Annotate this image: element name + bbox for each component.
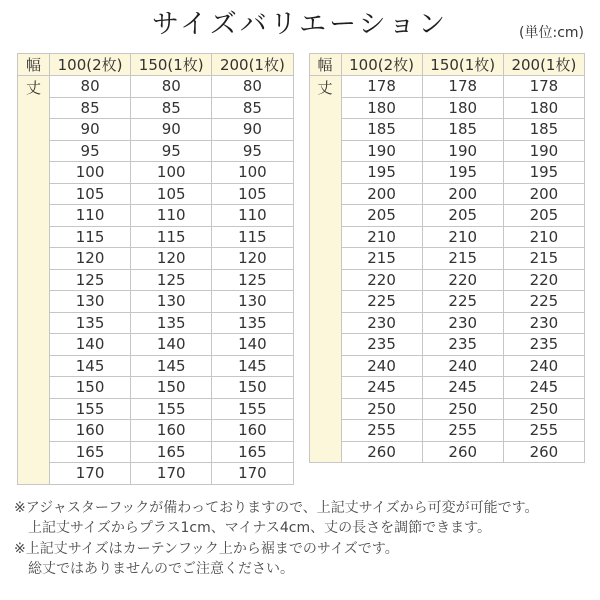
length-cell: 110 (50, 205, 131, 227)
table-row (18, 205, 294, 227)
length-cell: 165 (50, 441, 131, 463)
table-row (309, 334, 585, 356)
unit-label: (単位:cm) (519, 25, 584, 41)
length-cell: 170 (212, 463, 293, 485)
length-cell: 255 (503, 420, 584, 442)
length-cell: 95 (212, 140, 293, 162)
table-row (18, 140, 294, 162)
note-line: 総丈ではありませんのでご注意ください。 (28, 561, 294, 577)
table-row (309, 312, 585, 334)
length-cell: 105 (131, 183, 212, 205)
length-cell: 100 (131, 162, 212, 184)
column-header: 200(1枚) (212, 54, 293, 76)
table-row (309, 269, 585, 291)
notes (0, 498, 600, 580)
width-header: 幅 (18, 54, 50, 76)
length-cell: 200 (503, 183, 584, 205)
length-cell: 205 (341, 205, 422, 227)
length-cell: 195 (341, 162, 422, 184)
length-cell: 205 (503, 205, 584, 227)
length-cell: 115 (212, 226, 293, 248)
length-cell: 110 (212, 205, 293, 227)
table-row (309, 119, 585, 141)
length-cell: 230 (341, 312, 422, 334)
table-row (309, 183, 585, 205)
length-cell: 180 (341, 97, 422, 119)
table-row (18, 334, 294, 356)
length-cell: 200 (341, 183, 422, 205)
length-header: 丈 (309, 76, 341, 463)
length-cell: 170 (131, 463, 212, 485)
length-cell: 95 (131, 140, 212, 162)
length-cell: 135 (50, 312, 131, 334)
length-cell: 130 (131, 291, 212, 313)
width-header: 幅 (309, 54, 341, 76)
length-cell: 195 (503, 162, 584, 184)
table-row (18, 398, 294, 420)
length-cell: 120 (131, 248, 212, 270)
length-cell: 160 (50, 420, 131, 442)
table-row (18, 248, 294, 270)
length-cell: 205 (422, 205, 503, 227)
table-row (309, 76, 585, 98)
length-cell: 90 (131, 119, 212, 141)
note-line: ※アジャスターフックが備わっておりますので、上記丈サイズから可変が可能です。 (14, 499, 539, 516)
length-cell: 150 (131, 377, 212, 399)
length-cell: 210 (422, 226, 503, 248)
length-cell: 185 (422, 119, 503, 141)
length-cell: 95 (50, 140, 131, 162)
length-cell: 80 (212, 76, 293, 98)
length-cell: 85 (212, 97, 293, 119)
length-cell: 225 (422, 291, 503, 313)
table-row (309, 398, 585, 420)
length-cell: 250 (503, 398, 584, 420)
length-cell: 125 (212, 269, 293, 291)
length-cell: 100 (212, 162, 293, 184)
length-cell: 135 (212, 312, 293, 334)
length-cell: 80 (50, 76, 131, 98)
length-cell: 200 (422, 183, 503, 205)
length-cell: 120 (50, 248, 131, 270)
length-cell: 85 (50, 97, 131, 119)
length-cell: 145 (131, 355, 212, 377)
length-cell: 140 (131, 334, 212, 356)
length-cell: 165 (131, 441, 212, 463)
table-row (309, 291, 585, 313)
length-cell: 130 (212, 291, 293, 313)
length-cell: 100 (50, 162, 131, 184)
length-cell: 115 (50, 226, 131, 248)
length-cell: 195 (422, 162, 503, 184)
length-cell: 140 (50, 334, 131, 356)
title-row (0, 2, 600, 47)
length-cell: 255 (422, 420, 503, 442)
table-row (18, 97, 294, 119)
length-cell: 180 (503, 97, 584, 119)
note-line: 上記丈サイズからプラス1cm、マイナス4cm、丈の長さを調節できます。 (28, 520, 491, 536)
table-row (18, 76, 294, 98)
length-cell: 210 (503, 226, 584, 248)
length-cell: 225 (503, 291, 584, 313)
column-header: 150(1枚) (131, 54, 212, 76)
length-cell: 260 (341, 441, 422, 463)
length-cell: 135 (131, 312, 212, 334)
length-cell: 150 (50, 377, 131, 399)
table-row (18, 291, 294, 313)
length-cell: 90 (50, 119, 131, 141)
size-tables (0, 47, 600, 485)
length-cell: 240 (341, 355, 422, 377)
length-cell: 160 (131, 420, 212, 442)
length-cell: 125 (131, 269, 212, 291)
length-cell: 85 (131, 97, 212, 119)
column-header: 200(1枚) (503, 54, 584, 76)
length-cell: 105 (212, 183, 293, 205)
length-cell: 90 (212, 119, 293, 141)
table-row (18, 269, 294, 291)
header-row (18, 54, 294, 76)
length-cell: 125 (50, 269, 131, 291)
length-cell: 215 (341, 248, 422, 270)
length-cell: 215 (422, 248, 503, 270)
table-row (309, 355, 585, 377)
length-cell: 190 (422, 140, 503, 162)
length-cell: 235 (422, 334, 503, 356)
length-cell: 150 (212, 377, 293, 399)
length-header: 丈 (18, 76, 50, 485)
length-cell: 225 (341, 291, 422, 313)
length-cell: 180 (422, 97, 503, 119)
length-cell: 145 (50, 355, 131, 377)
table-row (18, 441, 294, 463)
table-row (18, 162, 294, 184)
length-cell: 245 (422, 377, 503, 399)
table-row (18, 312, 294, 334)
length-cell: 170 (50, 463, 131, 485)
length-cell: 215 (503, 248, 584, 270)
length-cell: 240 (422, 355, 503, 377)
table-row (18, 463, 294, 485)
size-table-left (17, 53, 294, 485)
length-cell: 250 (341, 398, 422, 420)
table-row (309, 441, 585, 463)
length-cell: 120 (212, 248, 293, 270)
length-cell: 260 (422, 441, 503, 463)
column-header: 100(2枚) (341, 54, 422, 76)
table-row (309, 377, 585, 399)
table-row (309, 226, 585, 248)
size-table-right (309, 53, 586, 463)
column-header: 150(1枚) (422, 54, 503, 76)
length-cell: 155 (212, 398, 293, 420)
length-cell: 220 (503, 269, 584, 291)
length-cell: 115 (131, 226, 212, 248)
note-line: ※上記丈サイズはカーテンフック上から裾までのサイズです。 (14, 540, 399, 557)
page-title: サイズバリエーション (151, 9, 449, 40)
header-row (309, 54, 585, 76)
length-cell: 190 (503, 140, 584, 162)
table-row (18, 183, 294, 205)
length-cell: 178 (341, 76, 422, 98)
length-cell: 245 (503, 377, 584, 399)
table-row (309, 248, 585, 270)
table-row (309, 420, 585, 442)
length-cell: 190 (341, 140, 422, 162)
table-row (18, 226, 294, 248)
length-cell: 155 (131, 398, 212, 420)
length-cell: 178 (503, 76, 584, 98)
length-cell: 220 (341, 269, 422, 291)
table-row (309, 205, 585, 227)
length-cell: 130 (50, 291, 131, 313)
table-row (18, 355, 294, 377)
length-cell: 230 (422, 312, 503, 334)
table-row (309, 162, 585, 184)
length-cell: 230 (503, 312, 584, 334)
length-cell: 240 (503, 355, 584, 377)
length-cell: 235 (341, 334, 422, 356)
length-cell: 105 (50, 183, 131, 205)
length-cell: 110 (131, 205, 212, 227)
column-header: 100(2枚) (50, 54, 131, 76)
length-cell: 255 (341, 420, 422, 442)
length-cell: 160 (212, 420, 293, 442)
table-row (309, 97, 585, 119)
table-row (309, 140, 585, 162)
length-cell: 80 (131, 76, 212, 98)
length-cell: 245 (341, 377, 422, 399)
table-row (18, 420, 294, 442)
length-cell: 185 (503, 119, 584, 141)
length-cell: 165 (212, 441, 293, 463)
table-row (18, 119, 294, 141)
length-cell: 155 (50, 398, 131, 420)
table-row (18, 377, 294, 399)
length-cell: 145 (212, 355, 293, 377)
length-cell: 235 (503, 334, 584, 356)
length-cell: 250 (422, 398, 503, 420)
length-cell: 220 (422, 269, 503, 291)
length-cell: 260 (503, 441, 584, 463)
length-cell: 210 (341, 226, 422, 248)
length-cell: 185 (341, 119, 422, 141)
length-cell: 178 (422, 76, 503, 98)
length-cell: 140 (212, 334, 293, 356)
